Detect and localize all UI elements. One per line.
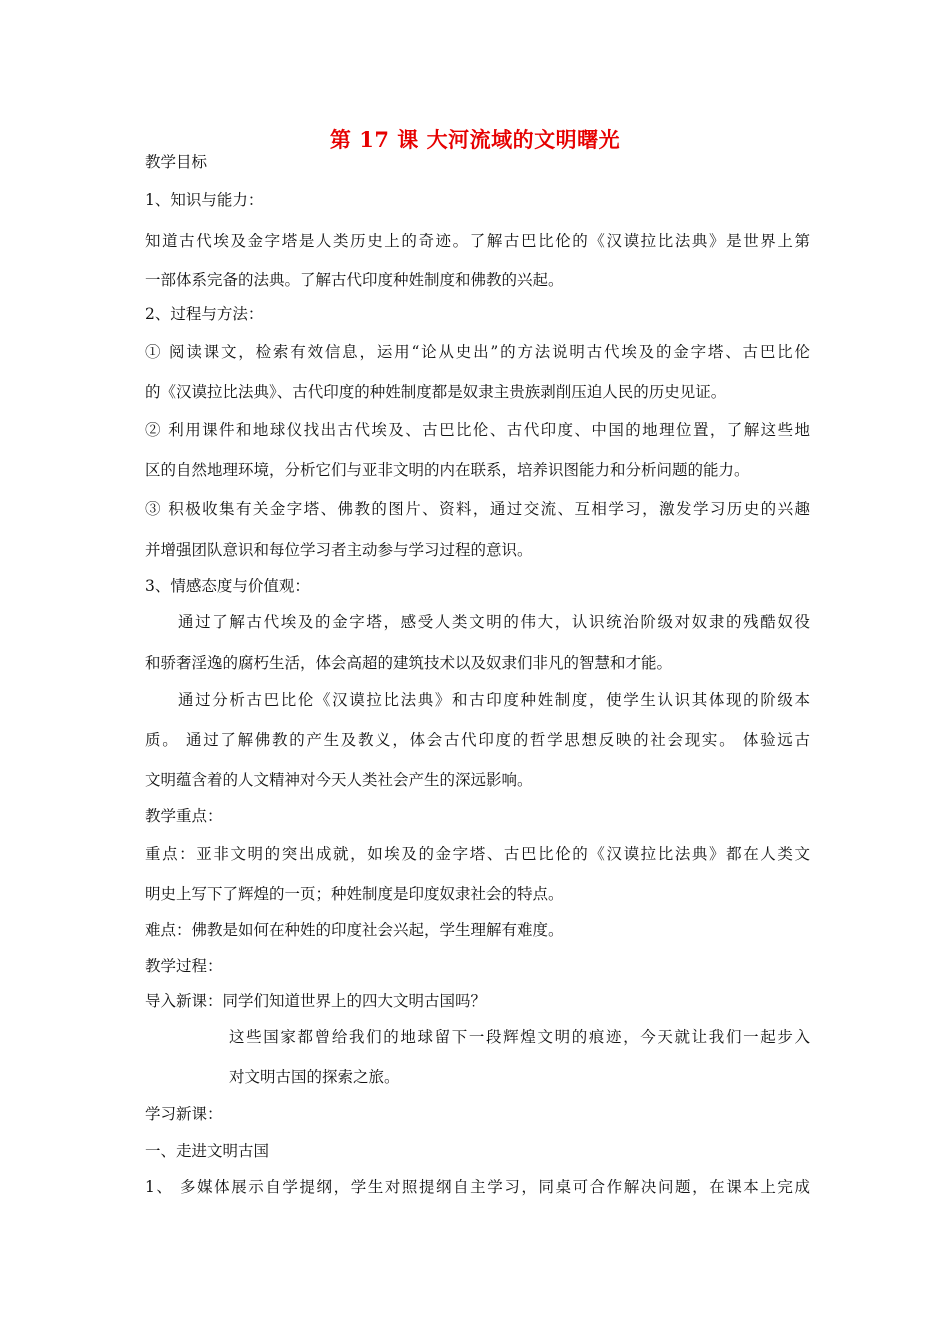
paragraph-line: 文明蕴含着的人文精神对今天人类社会产生的深远影响。	[145, 771, 533, 789]
paragraph-line: 明史上写下了辉煌的一页；种姓制度是印度奴隶社会的特点。	[145, 885, 564, 903]
paragraph-line: 一部体系完备的法典。了解古代印度种姓制度和佛教的兴起。	[145, 271, 564, 289]
subheading-knowledge: 1、知识与能力：	[145, 191, 264, 209]
document-title: 第 17 课 大河流域的文明曙光	[329, 127, 621, 152]
paragraph-line: 通过了解古代埃及的金字塔，感受人类文明的伟大，认识统治阶级对奴隶的残酷奴役	[178, 613, 810, 631]
section-heading-objectives: 教学目标	[145, 153, 208, 171]
paragraph-line: 难点：佛教是如何在种姓的印度社会兴起，学生理解有难度。	[145, 921, 564, 939]
paragraph-line: ③ 积极收集有关金字塔、佛教的图片、资料，通过交流、互相学习，激发学习历史的兴趣	[145, 500, 810, 518]
paragraph-line: 通过分析古巴比伦《汉谟拉比法典》和古印度种姓制度，使学生认识其体现的阶级本	[178, 691, 810, 709]
paragraph-line: 这些国家都曾给我们的地球留下一段辉煌文明的痕迹，今天就让我们一起步入	[229, 1028, 810, 1046]
paragraph-line: ① 阅读课文，检索有效信息，运用“论从史出”的方法说明古代埃及的金字塔、古巴比伦	[145, 343, 810, 361]
subheading-attitude: 3、情感态度与价值观：	[145, 577, 310, 595]
paragraph-line: 和骄奢淫逸的腐朽生活，体会高超的建筑技术以及奴隶们非凡的智慧和才能。	[145, 654, 673, 672]
paragraph-line: ② 利用课件和地球仪找出古代埃及、古巴比伦、古代印度、中国的地理位置，了解这些地	[145, 421, 810, 439]
subheading-process: 2、过程与方法：	[145, 305, 264, 323]
paragraph-line: 知道古代埃及金字塔是人类历史上的奇迹。了解古巴比伦的《汉谟拉比法典》是世界上第	[145, 232, 810, 250]
paragraph-line: 的《汉谟拉比法典》、古代印度的种姓制度都是奴隶主贵族剥削压迫人民的历史见证。	[145, 383, 727, 401]
paragraph-line: 重点：亚非文明的突出成就，如埃及的金字塔、古巴比伦的《汉谟拉比法典》都在人类文	[145, 845, 810, 863]
subheading-civilizations: 一、走进文明古国	[145, 1142, 270, 1160]
paragraph-line: 对文明古国的探索之旅。	[229, 1068, 400, 1086]
section-heading-new-lesson: 学习新课：	[145, 1105, 223, 1123]
paragraph-line: 质。 通过了解佛教的产生及教义，体会古代印度的哲学思想反映的社会现实。 体验远古	[145, 731, 810, 749]
paragraph-line: 并增强团队意识和每位学习者主动参与学习过程的意识。	[145, 541, 533, 559]
section-heading-process: 教学过程：	[145, 957, 223, 975]
paragraph-line: 1、 多媒体展示自学提纲，学生对照提纲自主学习，同桌可合作解决问题，在课本上完成	[145, 1178, 810, 1196]
paragraph-line: 区的自然地理环境，分析它们与亚非文明的内在联系，培养识图能力和分析问题的能力。	[145, 461, 750, 479]
section-heading-key-points: 教学重点：	[145, 807, 223, 825]
paragraph-line: 导入新课：同学们知道世界上的四大文明古国吗？	[145, 992, 487, 1010]
